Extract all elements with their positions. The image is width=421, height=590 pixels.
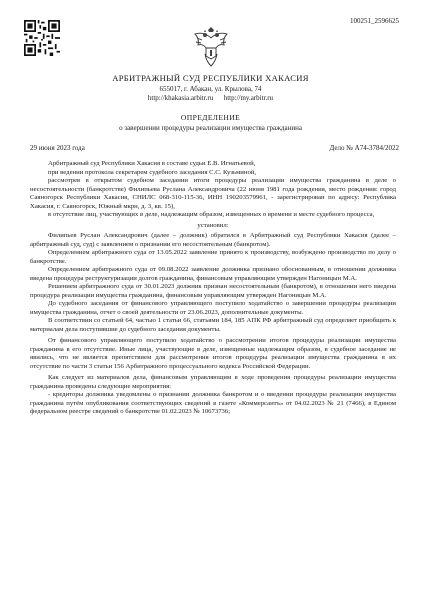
section-heading-established: установил: <box>197 221 229 229</box>
document-body <box>30 160 396 417</box>
paragraph-absence: в отсутствие лиц, участвующих в деле, надлежащим образом, извещенных о времени и месте судебного процесса, <box>48 211 375 218</box>
double-headed-eagle-emblem-icon <box>189 26 233 70</box>
case-number: Дело № А74-3784/2022 <box>329 144 399 152</box>
paragraph-measures-intro: Как следует из материалов дела, финансовым управляющим в ходе проведения процедуры реализации имущества гражданина проведены следующие мероприятия: <box>30 374 396 390</box>
paragraph-petition: Филипьев Руслан Александрович (далее – должник) обратился в Арбитражный суд Республики Хакасия (далее – арбитражный суд, суд) с заявлением о признании его несостоятельным (банкротом). <box>30 232 396 248</box>
paragraph-court-composition: Арбитражный суд Республики Хакасия в составе судьи Е.В. Игнатьевой, <box>48 160 256 167</box>
paragraph-case-subject: рассмотрев в открытом судебном заседании итоги процедуры реализации имущества гражданина в деле о несостоятельности (банкротстве) Филипьева Руслана Александровича (22 июня 1981 года рождения, место рождения: город Саяногорск Республики Хакасия, СНИЛС 068-310-115-36, ИНН 190203579961, - зарегистрирован по адресу: Республика Хакасия, г. Саяногорск, Южный мкрн, д. 3, кв. 15), <box>30 177 396 210</box>
document-number: 100251_2596625 <box>350 17 399 25</box>
paragraph-hearing-absence: От финансового управляющего поступило ходатайство о рассмотрении итогов процедуры реализации имущества гражданина в его отсутствие. Иные лица, участвующие в деле, извещенные надлежащим образом, в судебное заседание не явились, что не является препятствием для рассмотрения итогов процедуры реализации имущества гражданина в их отсутствие по части 3 статьи 156 Арбитражного процессуального кодекса Российской Федерации. <box>30 337 396 370</box>
court-websites: http://khakasia.arbitr.ru http://my.arbitr.ru <box>147 94 274 102</box>
paragraph-creditors-notified: - кредиторы должника уведомлены о признании должника банкротом и о введении процедуры реализации имущества гражданина путём опубликования соответствующих сведений в газете «Коммерсантъ» от 04.02.2023 № 21 (7466), в Едином федеральном реестре сведений о банкротстве 01.02.2023 № 10673736; <box>30 391 396 415</box>
court-address: 655017, г. Абакан, ул. Крылова, 74 <box>159 85 262 93</box>
paragraph-bankruptcy-decision: Решением арбитражного суда от 30.01.2023 должник признан несостоятельным (банкротом), в отношении него введена процедура реализации имущества гражданина, финансовым управляющим утвержден Нагоницын М.А. <box>30 283 396 299</box>
document-subject: о завершении процедуры реализации имущества гражданина <box>119 124 302 132</box>
paragraph-secretary: при ведении протокола секретарем судебного заседания С.С. Кузьминой, <box>48 168 257 176</box>
paragraph-attach-documents: В соответствии со статьей 64, частью 1 статьи 66, статьями 184, 185 АПК РФ арбитражный суд определяет приобщить к материалам дела поступившие до судебного заседания документы. <box>30 317 396 333</box>
decision-date: 29 июня 2023 года <box>30 144 85 152</box>
paragraph-restructuring: Определением арбитражного суда от 09.08.2022 заявление должника признано обоснованным, в отношении должника введена процедура реструктуризации долгов гражданина, финансовым управляющим утвержден Нагоницын М.А. <box>30 266 396 282</box>
paragraph-motion: До судебного заседания от финансового управляющего поступило ходатайство о завершении процедуры реализации имущества гражданина, отчет о своей деятельности от 23.06.2023, дополнительные документы. <box>30 300 396 316</box>
qr-code-icon <box>24 20 60 56</box>
document-title: ОПРЕДЕЛЕНИЕ <box>180 113 241 122</box>
paragraph-acceptance: Определением арбитражного суда от 13.05.2022 заявление принято к производству, возбуждено производство по делу о банкротстве. <box>30 249 396 265</box>
court-name: АРБИТРАЖНЫЙ СУД РЕСПУБЛИКИ ХАКАСИЯ <box>112 73 309 83</box>
court-address-block <box>0 85 421 103</box>
